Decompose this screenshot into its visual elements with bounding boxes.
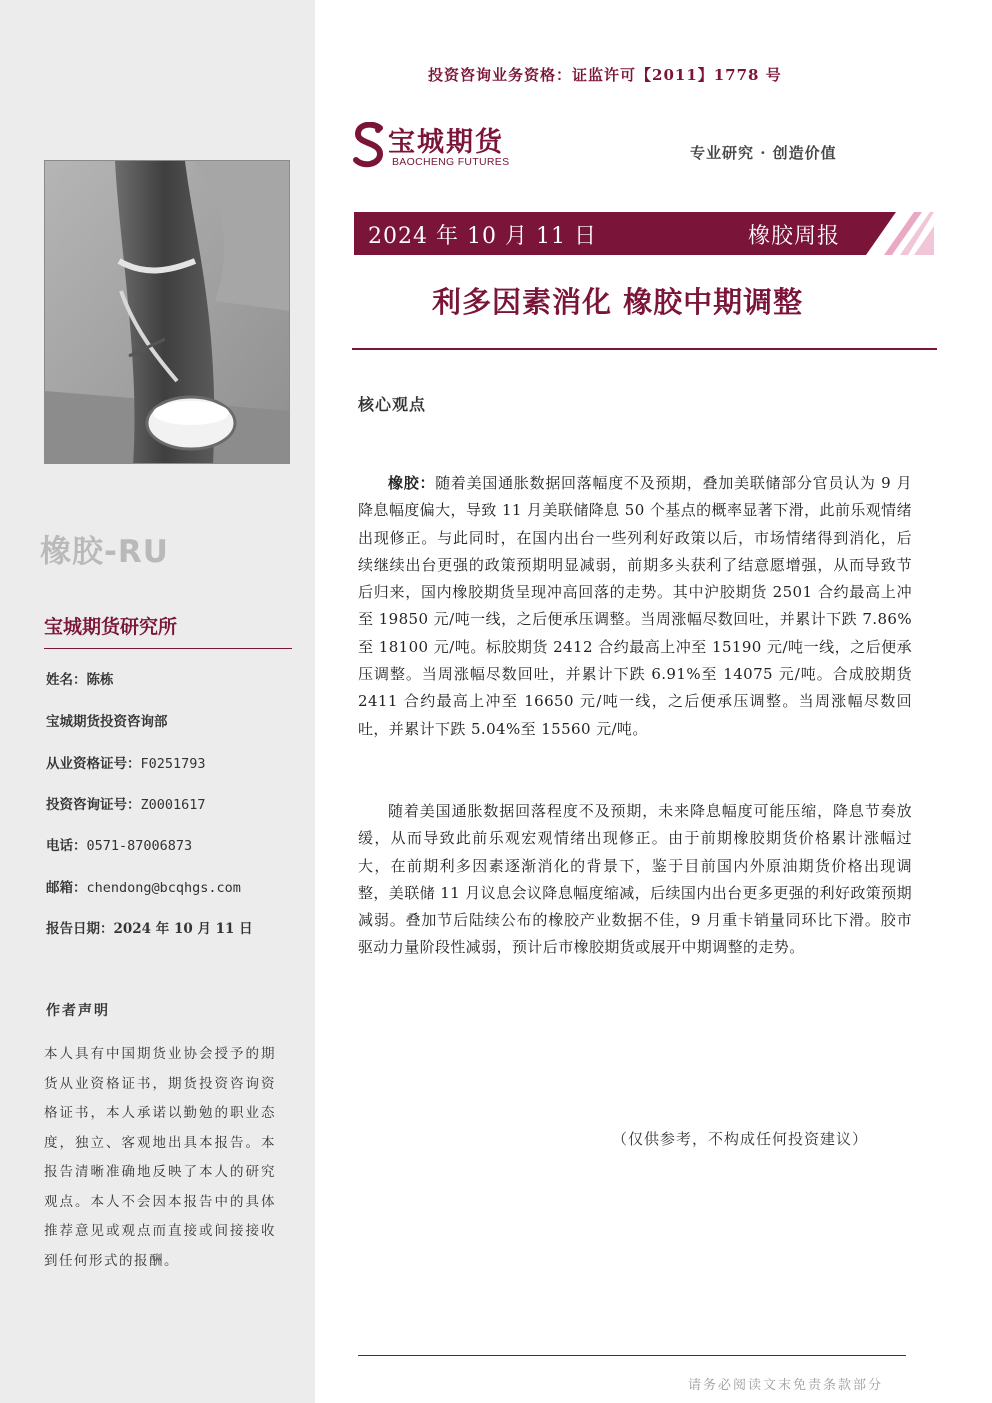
footer-note: 请务必阅读文末免责条款部分 xyxy=(688,1378,884,1393)
company-logo xyxy=(352,122,522,172)
title-divider xyxy=(352,348,937,350)
institute-divider xyxy=(44,648,292,649)
footer-divider xyxy=(358,1355,906,1356)
author-name-value: 陈栋 xyxy=(86,672,114,688)
commodity-label: 橡胶-RU xyxy=(40,534,169,570)
logo-english-name: BAOCHENG FUTURES xyxy=(392,156,510,168)
consult-number-label: 投资咨询证号： xyxy=(46,797,141,813)
banner-report-type: 橡胶周报 xyxy=(748,224,841,249)
consult-number-row xyxy=(46,793,206,813)
report-title: 利多因素消化 橡胶中期调整 xyxy=(432,285,804,319)
department-label: 宝城期货投资咨询部 xyxy=(46,714,168,730)
consult-number-value: Z0001617 xyxy=(140,797,206,813)
banner-date: 2024 年 10 月 11 日 xyxy=(368,224,597,249)
license-number-label: 从业资格证号： xyxy=(46,756,141,772)
slogan: 专业研究 · 创造价值 xyxy=(690,144,837,162)
license-line: 投资咨询业务资格：证监许可【2011】1778 号 xyxy=(428,66,782,84)
phone-row xyxy=(46,834,192,854)
license-number-value: F0251793 xyxy=(140,756,206,772)
author-name-row xyxy=(46,668,114,688)
report-date-label: 报告日期： xyxy=(46,921,114,937)
report-date-row xyxy=(46,917,253,937)
department-row xyxy=(46,710,168,730)
statement-body: 本人具有中国期货业协会授予的期货从业资格证书，期货投资咨询资格证书，本人承诺以勤勉的职业态度，独立、客观地出具本报告。本报告清晰准确地反映了本人的研究观点。本人不会因本报告中的具体推荐意见或观点而直接或间接接收到任何形式的报酬。 xyxy=(44,1046,276,1269)
report-date-value: 2024 年 10 月 11 日 xyxy=(113,921,253,937)
license-number-row xyxy=(46,752,206,772)
paragraph-1-lead: 橡胶： xyxy=(388,474,436,492)
phone-value[interactable]: 0571-87006873 xyxy=(86,838,193,854)
email-label: 邮箱： xyxy=(46,880,87,896)
paragraph-2: 随着美国通胀数据回落程度不及预期，未来降息幅度可能压缩，降息节奏放缓，从而导致此前乐观宏观情绪出现修正。由于前期橡胶期货价格累计涨幅过大，在前期利多因素逐渐消化的背景下，鉴于目前国内外原油期货价格出现调整，美联储 11 月议息会议降息幅度缩减，后续国内出台更多更强的利好政策预期减弱。叠加节后陆续公布的橡胶产业数据不佳，9 月重卡销量同环比下滑。胶市驱动力量阶段性减弱，预计后市橡胶期货或展开中期调整的走势。 xyxy=(358,802,912,957)
logo-chinese-name: 宝城期货 xyxy=(388,127,504,158)
phone-label: 电话： xyxy=(46,838,87,854)
sidebar xyxy=(0,0,315,1403)
institute-name: 宝城期货研究所 xyxy=(44,616,178,638)
investment-disclaimer: （仅供参考，不构成任何投资建议） xyxy=(612,1130,869,1148)
author-name-label: 姓名： xyxy=(46,672,87,688)
email-row xyxy=(46,876,241,896)
core-view-heading: 核心观点 xyxy=(358,395,427,414)
email-value[interactable]: chendong@bcqhgs.com xyxy=(86,880,241,896)
paragraph-1 xyxy=(358,470,912,743)
logo-s-icon xyxy=(352,122,386,168)
statement-title: 作者声明 xyxy=(46,1003,110,1019)
rubber-tree-photo xyxy=(44,160,290,464)
paragraph-1-text: 随着美国通胀数据回落幅度不及预期，叠加美联储部分官员认为 9 月降息幅度偏大，导致 11 月美联储降息 50 个基点的概率显著下滑，此前乐观情绪出现修正。与此同时，在国内出台一些列利好政策以后，市场情绪得到消化，后续继续出台更强的政策预期明显减弱，前期多头获利了结意愿增强，从而导致节后归来，国内橡胶期货呈现冲高回落的走势。其中沪胶期货 2501 合约最高上冲至 19850 元/吨一线，之后便承压调整。当周涨幅尽数回吐，并累计下跌 7.86%至 18100 元/吨。标胶期货 2412 合约最高上冲至 15190 元/吨一线，之后便承压调整。当周涨幅尽数回吐，并累计下跌 6.91%至 14075 元/吨。合成胶期货 2411 合约最高上冲至 16650 元/吨一线，之后便承压调整。当周涨幅尽数回吐，并累计下跌 5.04%至 15560 元/吨。 xyxy=(358,474,913,738)
